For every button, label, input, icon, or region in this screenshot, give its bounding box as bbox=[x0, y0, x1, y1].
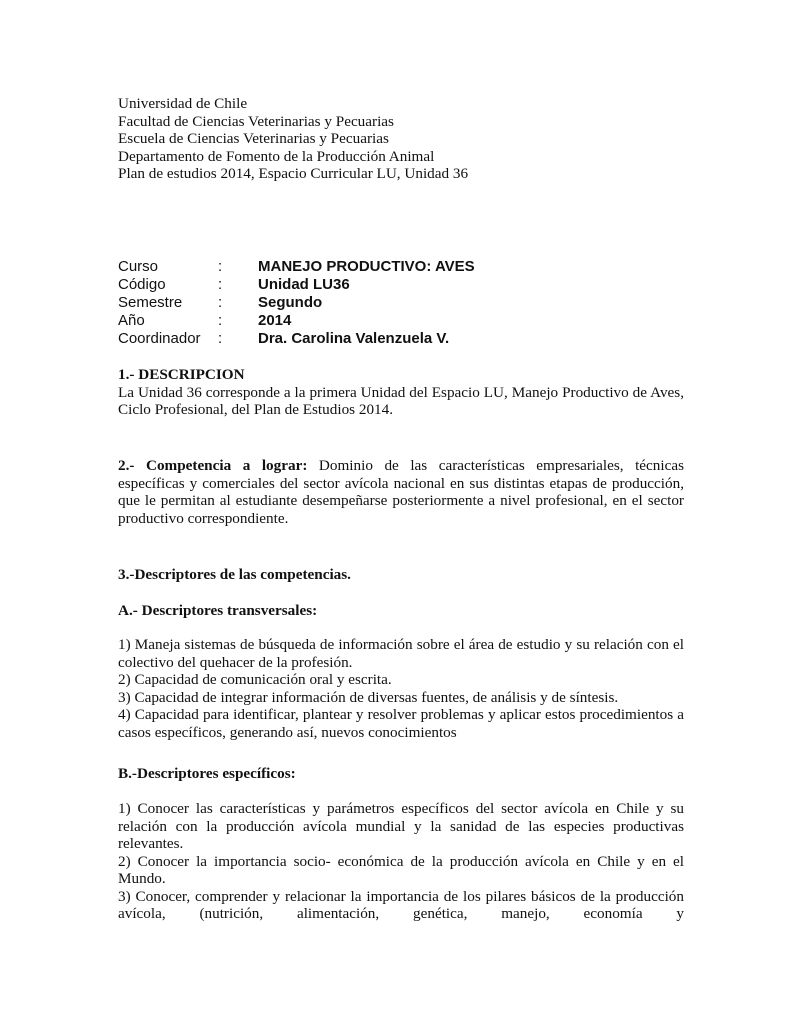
header-line-plan: Plan de estudios 2014, Espacio Curricular LU, Unidad 36 bbox=[118, 165, 469, 182]
course-row-semestre bbox=[118, 294, 688, 312]
list-item: 3) Capacidad de integrar información de diversas fuentes, de análisis y de síntesis. bbox=[118, 688, 619, 706]
section-text: La Unidad 36 corresponde a la primera Unidad del Espacio LU, Manejo Productivo de Aves, Ciclo Profesional, del Plan de Estudios 2014. bbox=[118, 383, 684, 418]
section-title: B.-Descriptores específicos: bbox=[118, 765, 296, 782]
section-competencia bbox=[118, 457, 684, 527]
header-line-school: Escuela de Ciencias Veterinarias y Pecuarias bbox=[118, 130, 389, 147]
especificos-list bbox=[118, 800, 684, 923]
section-title: A.- Descriptores transversales: bbox=[118, 602, 318, 619]
section-especificos-title bbox=[118, 765, 684, 783]
course-value: 2014 bbox=[258, 312, 292, 329]
section-title: 3.-Descriptores de las competencias. bbox=[118, 566, 351, 583]
section-title: 1.- DESCRIPCION bbox=[118, 366, 245, 383]
course-key: Año bbox=[118, 312, 145, 329]
list-item: 2) Capacidad de comunicación oral y escrita. bbox=[118, 671, 392, 688]
course-key: Coordinador bbox=[118, 330, 201, 347]
course-value: Unidad LU36 bbox=[258, 276, 350, 293]
course-key: Código bbox=[118, 276, 166, 293]
institution-header bbox=[118, 95, 688, 183]
list-item: 1) Conocer las características y parámetros específicos del sector avícola en Chile y su relación con la producción avícola mundial y la sanidad de las especies productivas relevantes. bbox=[118, 800, 684, 852]
course-value: Segundo bbox=[258, 294, 323, 311]
header-line-faculty: Facultad de Ciencias Veterinarias y Pecuarias bbox=[118, 112, 394, 130]
course-sep: : bbox=[218, 276, 223, 293]
course-row-codigo bbox=[118, 276, 688, 294]
course-info-table bbox=[118, 258, 688, 348]
transversales-list bbox=[118, 636, 684, 741]
section-title: 2.- Competencia a lograr: bbox=[118, 457, 308, 474]
course-row-curso bbox=[118, 258, 688, 276]
course-row-ano bbox=[118, 312, 688, 330]
section-text: Dominio de las características empresariales, técnicas específicas y comerciales del sector avícola nacional en sus distintas etapas de producción, que le permitan al estudiante desempeñarse posteriormente a nivel profesional, en el sector productivo correspondiente. bbox=[118, 457, 684, 527]
section-descriptores bbox=[118, 566, 684, 584]
course-value: MANEJO PRODUCTIVO: AVES bbox=[258, 258, 475, 275]
course-sep: : bbox=[218, 330, 223, 347]
course-sep: : bbox=[218, 294, 223, 311]
list-item: 1) Maneja sistemas de búsqueda de información sobre el área de estudio y su relación con el colectivo del quehacer de la profesión. bbox=[118, 636, 684, 671]
section-descripcion bbox=[118, 366, 684, 419]
list-item: 2) Conocer la importancia socio- económica de la producción avícola en Chile y en el Mundo. bbox=[118, 852, 684, 887]
course-row-coordinador bbox=[118, 330, 688, 348]
header-line-department: Departamento de Fomento de la Producción Animal bbox=[118, 147, 435, 165]
header-line-university: Universidad de Chile bbox=[118, 95, 248, 112]
course-value: Dra. Carolina Valenzuela V. bbox=[258, 330, 450, 347]
list-item: 4) Capacidad para identificar, plantear y resolver problemas y aplicar estos procedimientos a casos específicos, generando así, nuevos conocimientos bbox=[118, 706, 684, 741]
course-sep: : bbox=[218, 258, 223, 275]
list-item: 3) Conocer, comprender y relacionar la importancia de los pilares básicos de la producción avícola, (nutrición, alimentación, genética, manejo, economía y bbox=[118, 887, 684, 922]
course-sep: : bbox=[218, 312, 223, 329]
course-key: Semestre bbox=[118, 294, 183, 311]
course-key: Curso bbox=[118, 258, 159, 275]
section-transversales-title bbox=[118, 602, 684, 620]
